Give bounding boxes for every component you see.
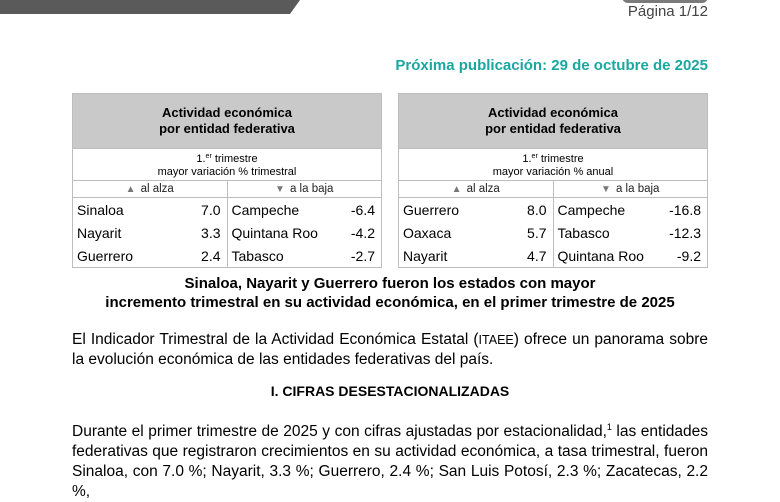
- table-row: [73, 244, 381, 267]
- acronym: ITAEE: [478, 333, 514, 347]
- table-header: [399, 94, 707, 148]
- table-measure: mayor variación % trimestral: [157, 166, 297, 178]
- state-value: -6.4: [350, 201, 375, 218]
- up-cell: [73, 244, 227, 267]
- state-value: 7.0: [201, 201, 221, 218]
- table-title-line2: por entidad federativa: [485, 121, 621, 136]
- state-value: -9.2: [676, 247, 701, 264]
- section-title: I. CIFRAS DESESTACIONALIZADAS: [270, 383, 510, 399]
- state-value: 2.4: [201, 247, 221, 264]
- down-cell: [227, 198, 382, 221]
- table-row: [73, 198, 381, 221]
- table-row: [399, 198, 707, 221]
- state-value: 8.0: [527, 201, 547, 218]
- state-value: -16.8: [669, 201, 701, 218]
- headline-line1: Sinaloa, Nayarit y Guerrero fueron los estados con mayor: [184, 275, 596, 292]
- intro-paragraph: El Indicador Trimestral de la Actividad Económica Estatal (ITAEE) ofrece un panorama sobre la evolución económica de las entidades federativas del país.: [72, 331, 708, 368]
- table-body: [73, 197, 381, 267]
- state-name: Guerrero: [403, 201, 460, 218]
- body-paragraph: Durante el primer trimestre de 2025 y con cifras ajustadas por estacionalidad,$^1$ las entidades federativas que registraron crecimientos en su actividad económica, a tasa trimestral, fueron Sinaloa, con 7.0 %; Nayarit, 3.3 %; Guerrero, 2.4 %; San Luis Potosí, 2.3 %; Zacatecas, 2.2 %,: [72, 422, 708, 500]
- table-title-line1: Actividad económica: [487, 105, 619, 120]
- table-subheader: [73, 148, 381, 180]
- state-value: 5.7: [527, 224, 547, 241]
- state-value: 3.3: [201, 224, 221, 241]
- footnote-ref[interactable]: 1: [606, 422, 612, 432]
- state-name: Sinaloa: [77, 201, 124, 218]
- header-band: [0, 0, 300, 14]
- triangle-up-icon: ▲: [125, 183, 136, 195]
- table-period: 1.$^{er}$ trimestre: [196, 153, 258, 165]
- column-up: ▲ al alza: [451, 183, 500, 195]
- triangle-down-icon: ▼: [275, 183, 285, 195]
- up-cell: [399, 198, 553, 221]
- table-measure: mayor variación % anual: [492, 166, 614, 178]
- up-cell: [399, 244, 553, 267]
- header-band-shape: [0, 0, 300, 14]
- page-number: Página 1/12: [627, 3, 708, 20]
- triangle-down-icon: ▼: [601, 183, 611, 195]
- table-column-headers: [73, 180, 381, 197]
- table-header: [73, 94, 381, 148]
- table-row: [73, 221, 381, 244]
- column-up: ▲ al alza: [125, 183, 174, 195]
- column-down: ▼ a la baja: [553, 181, 708, 197]
- quarterly-variation-table: [72, 93, 382, 268]
- state-value: 4.7: [527, 247, 547, 264]
- table-title-line1: Actividad económica: [161, 105, 293, 120]
- up-cell: [399, 221, 553, 244]
- down-cell: [227, 244, 382, 267]
- state-value: -2.7: [350, 247, 375, 264]
- table-title-line2: por entidad federativa: [159, 121, 295, 136]
- down-cell: [553, 244, 708, 267]
- table-row: [399, 244, 707, 267]
- table-column-headers: [399, 180, 707, 197]
- next-publication: Próxima publicación: 29 de octubre de 2025: [395, 57, 708, 74]
- table-row: [399, 221, 707, 244]
- annual-variation-table: [398, 93, 708, 268]
- table-subheader: [399, 148, 707, 180]
- state-name: Campeche: [557, 201, 626, 218]
- headline: [72, 274, 708, 312]
- state-name: Tabasco: [231, 247, 284, 264]
- up-cell: [73, 198, 227, 221]
- down-cell: [227, 221, 382, 244]
- column-down: ▼ a la baja: [227, 181, 382, 197]
- state-name: Nayarit: [77, 224, 122, 241]
- down-cell: [553, 198, 708, 221]
- state-value: -12.3: [669, 224, 701, 241]
- up-cell: [73, 221, 227, 244]
- state-name: Guerrero: [77, 247, 134, 264]
- state-name: Campeche: [231, 201, 300, 218]
- state-name: Tabasco: [557, 224, 610, 241]
- state-name: Nayarit: [403, 247, 448, 264]
- state-name: Oaxaca: [403, 224, 452, 241]
- triangle-up-icon: ▲: [451, 183, 462, 195]
- state-value: -4.2: [350, 224, 375, 241]
- down-cell: [553, 221, 708, 244]
- table-period: 1.$^{er}$ trimestre: [522, 153, 584, 165]
- state-name: Quintana Roo: [557, 247, 644, 264]
- table-body: [399, 197, 707, 267]
- headline-line2: incremento trimestral en su actividad económica, en el primer trimestre de 2025: [105, 294, 675, 311]
- state-name: Quintana Roo: [231, 224, 318, 241]
